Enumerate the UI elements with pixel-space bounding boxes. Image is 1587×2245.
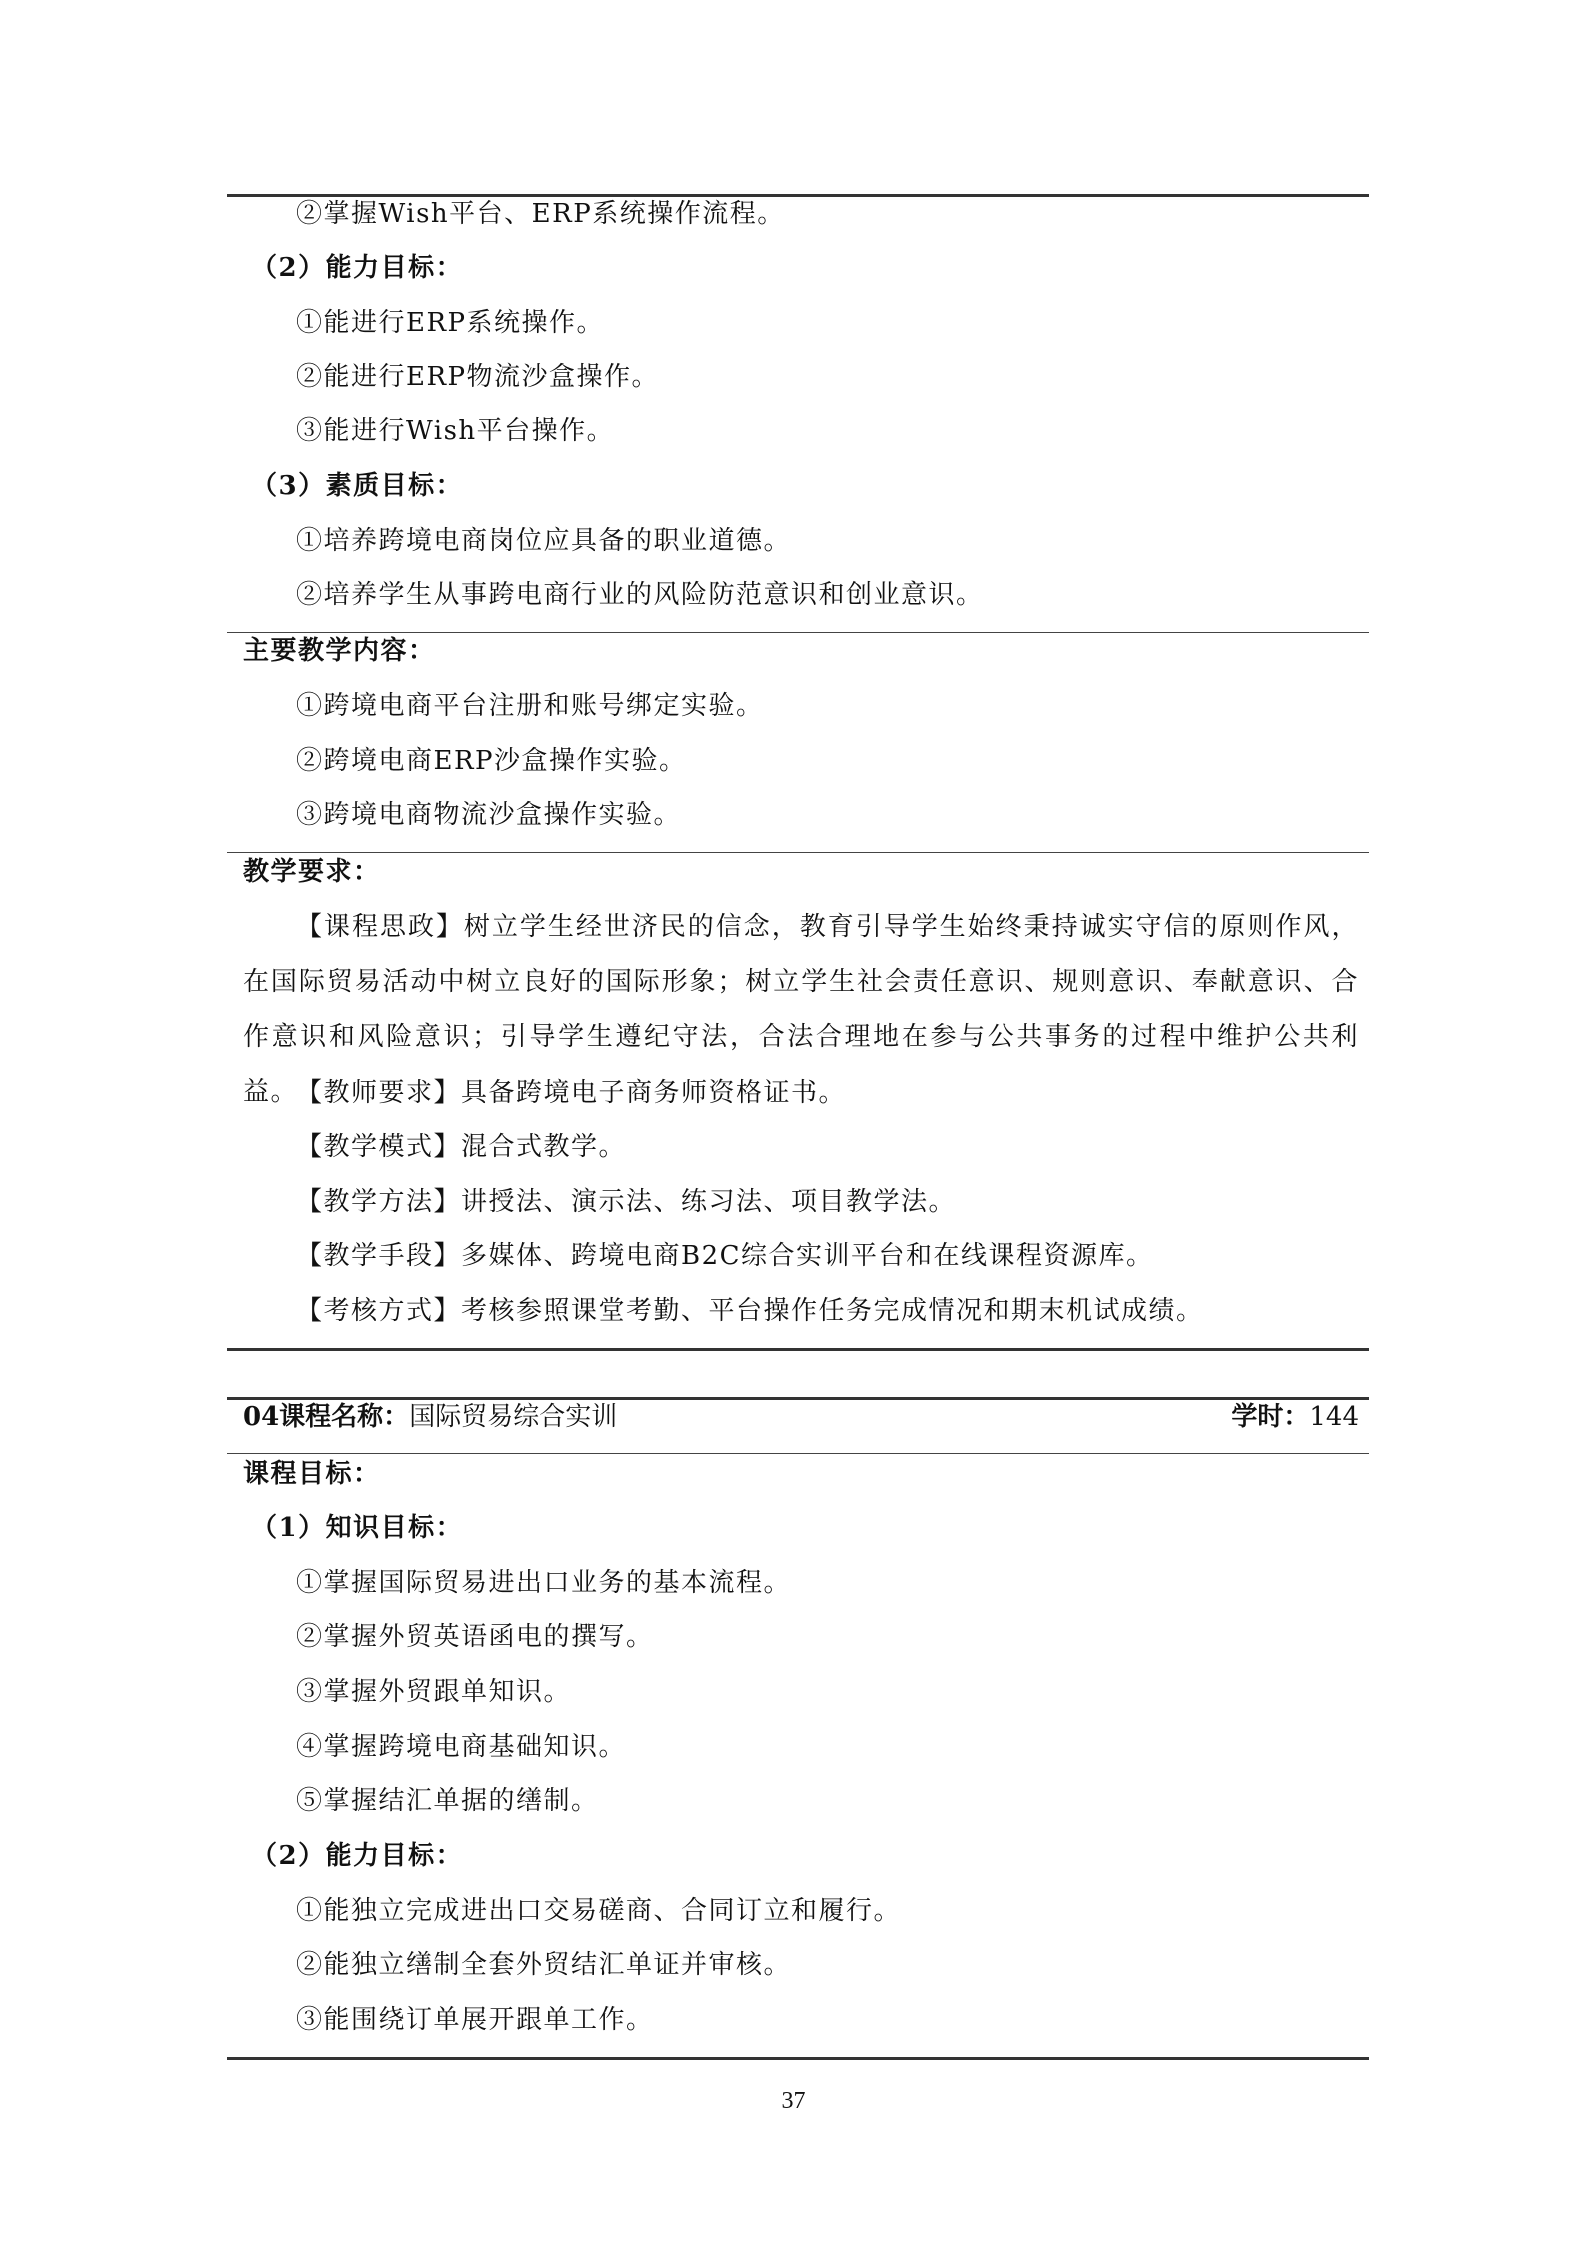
hours-value: 144	[1309, 1402, 1359, 1432]
requirements-heading: 教学要求：	[243, 857, 381, 887]
course-name-label: 04课程名称：	[243, 1402, 410, 1432]
requirement-item: 【教学手段】多媒体、跨境电商B2C综合实训平台和在线课程资源库。	[296, 1241, 1154, 1271]
objectives-heading: 课程目标：	[243, 1459, 381, 1489]
ability-item: ①能独立完成进出口交易磋商、合同订立和履行。	[296, 1896, 902, 1926]
hours-label: 学时：	[1231, 1402, 1310, 1432]
bottom-rule	[227, 2057, 1369, 2060]
page-number: 37	[781, 2088, 806, 2114]
quality-item: ②培养学生从事跨电商行业的风险防范意识和创业意识。	[296, 580, 984, 610]
knowledge-item: ②掌握外贸英语函电的撰写。	[296, 1622, 654, 1652]
content-item: ①跨境电商平台注册和账号绑定实验。	[296, 691, 764, 721]
ability-item: ③能进行Wish平台操作。	[296, 416, 615, 446]
knowledge-item: ①掌握国际贸易进出口业务的基本流程。	[296, 1568, 792, 1598]
requirement-item: 【教学模式】混合式教学。	[296, 1132, 627, 1162]
ability-heading: （2）能力目标：	[251, 253, 464, 283]
requirement-item: 【考核方式】考核参照课堂考勤、平台操作任务完成情况和期末机试成绩。	[296, 1296, 1204, 1326]
ability-item: ①能进行ERP系统操作。	[296, 308, 605, 338]
requirement-item: 【教师要求】具备跨境电子商务师资格证书。	[296, 1078, 847, 1108]
requirement-item: 【教学方法】讲授法、演示法、练习法、项目教学法。	[296, 1187, 957, 1217]
knowledge-item: ③掌握外贸跟单知识。	[296, 1677, 572, 1707]
knowledge-item: ④掌握跨境电商基础知识。	[296, 1732, 627, 1762]
knowledge-item: ⑤掌握结汇单据的缮制。	[296, 1786, 599, 1816]
ability-heading: （2）能力目标：	[251, 1841, 464, 1871]
table-bottom-rule	[227, 1348, 1369, 1351]
content-item: ②跨境电商ERP沙盒操作实验。	[296, 746, 687, 776]
ideology-paragraph: 【课程思政】树立学生经世济民的信念，教育引导学生始终秉持诚实守信的原则作风，在国际贸易活动中树立良好的国际形象；树立学生社会责任意识、规则意识、奉献意识、合作意识和风险意识；引导学生遵纪守法，合法合理地在参与公共事务的过程中维护公共利益。	[243, 912, 1359, 1107]
ability-item: ②能独立缮制全套外贸结汇单证并审核。	[296, 1950, 792, 1980]
knowledge-heading: （1）知识目标：	[251, 1513, 464, 1543]
content-item: ③跨境电商物流沙盒操作实验。	[296, 800, 682, 830]
quality-item: ①培养跨境电商岗位应具备的职业道德。	[296, 526, 792, 556]
course-header	[243, 1390, 1359, 1444]
ability-item: ②能进行ERP物流沙盒操作。	[296, 362, 660, 392]
quality-heading: （3）素质目标：	[251, 471, 464, 501]
knowledge-item: ②掌握Wish平台、ERP系统操作流程。	[296, 199, 785, 229]
content-heading: 主要教学内容：	[243, 636, 436, 666]
ability-item: ③能围绕订单展开跟单工作。	[296, 2005, 654, 2035]
course-name: 国际贸易综合实训	[409, 1402, 618, 1432]
